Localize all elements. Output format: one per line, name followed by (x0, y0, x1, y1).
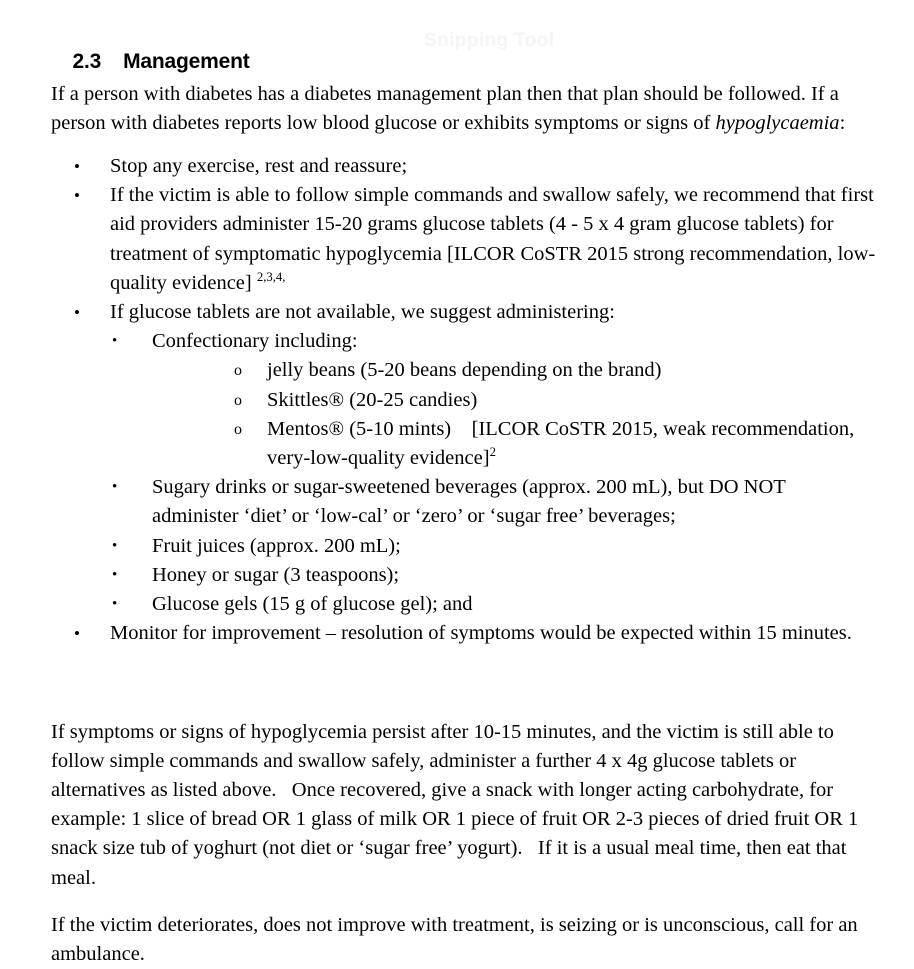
list-item-text: If glucose tablets are not available, we suggest administering: (110, 301, 615, 324)
list-item-text: jelly beans (5-20 beans depending on the brand) (267, 359, 662, 382)
bullet-icon: • (74, 624, 80, 644)
bullet-icon: • (112, 596, 118, 613)
list-item-text: Stop any exercise, rest and reassure; (110, 155, 408, 177)
watermark: Snipping Tool (424, 30, 555, 51)
intro-tail: : (839, 111, 846, 134)
bullet-circle-icon: o (234, 362, 242, 380)
list-item-text: Confectionary including: (152, 330, 358, 353)
list-item (0, 386, 914, 415)
list-item (0, 356, 914, 385)
list-item-text (110, 181, 878, 298)
list-item (0, 327, 914, 356)
list-item-body: Mentos® (5-10 mints) [ILCOR CoSTR 2015, weak recommendation, very-low-quality evidence] (267, 417, 855, 470)
bullet-icon: • (112, 537, 118, 554)
bullet-icon: • (74, 186, 80, 206)
list-item (0, 561, 914, 590)
bullet-circle-icon: o (234, 391, 242, 409)
list-item (0, 590, 914, 619)
list-item (0, 152, 914, 181)
citation-superscript: 2,3,4, (256, 269, 286, 284)
intro-emphasis: hypoglycaemia (715, 111, 840, 134)
list-item-text: Fruit juices (approx. 200 mL); (152, 534, 401, 557)
bullet-icon: • (74, 157, 80, 176)
management-list (0, 152, 914, 648)
bullet-circle-icon: o (234, 420, 242, 438)
list-item-text (267, 415, 874, 473)
intro-lead: If a person with diabetes has a diabetes management plan then that plan should be followed. If a person with diabetes reports low blood glucose or exhibits symptoms or signs of (51, 82, 839, 134)
list-item (0, 415, 914, 473)
list-item (0, 619, 914, 648)
list-item (0, 532, 914, 561)
section-number: 2.3 (72, 50, 102, 74)
list-item (0, 473, 914, 531)
section-title: Management (123, 50, 250, 74)
list-item-text: Honey or sugar (3 teaspoons); (152, 563, 400, 586)
list-item (0, 181, 914, 298)
citation-superscript: 2 (489, 445, 496, 460)
list-item-text: Glucose gels (15 g of glucose gel); and (152, 593, 473, 616)
bullet-icon: • (112, 333, 118, 350)
bullet-icon: • (74, 303, 80, 323)
list-item-body: If the victim is able to follow simple commands and swallow safely, we recommend that first aid providers administer 15-20 grams glucose tablets (4 - 5 x 4 gram glucose tablets) for treatment of symptomatic hypoglycemia [ILCOR CoSTR 2015 strong recommendation, low-quality evidence] (110, 184, 876, 294)
deteriorates-paragraph: If the victim deteriorates, does not improve with treatment, is seizing or is unconscious, call for an ambulance. (51, 913, 858, 965)
intro-paragraph (51, 80, 881, 138)
bullet-icon: • (112, 566, 118, 583)
list-item-text: Sugary drinks or sugar-sweetened beverages (approx. 200 mL), but DO NOT administer ‘diet’ or ‘low-cal’ or ‘zero’ or ‘sugar free’ beverages; (152, 476, 786, 528)
list-item (0, 298, 914, 327)
bullet-icon: • (112, 479, 118, 496)
list-item-text: Skittles® (20-25 candies) (267, 388, 478, 411)
persist-paragraph: If symptoms or signs of hypoglycemia persist after 10-15 minutes, and the victim is still able to follow simple commands and swallow safely, administer a further 4 x 4g glucose tablets or alternatives as listed above. Once recovered, give a snack with longer acting carbohydrate, for example: 1 slice of bread OR 1 glass of milk OR 1 piece of fruit OR 2-3 pieces of dried fruit OR 1 snack size tub of yoghurt (not diet or ‘sugar free’ yogurt). If it is a usual meal time, then eat that meal. (51, 720, 859, 889)
list-item-text: Monitor for improvement – resolution of symptoms would be expected within 15 minutes. (110, 622, 852, 645)
